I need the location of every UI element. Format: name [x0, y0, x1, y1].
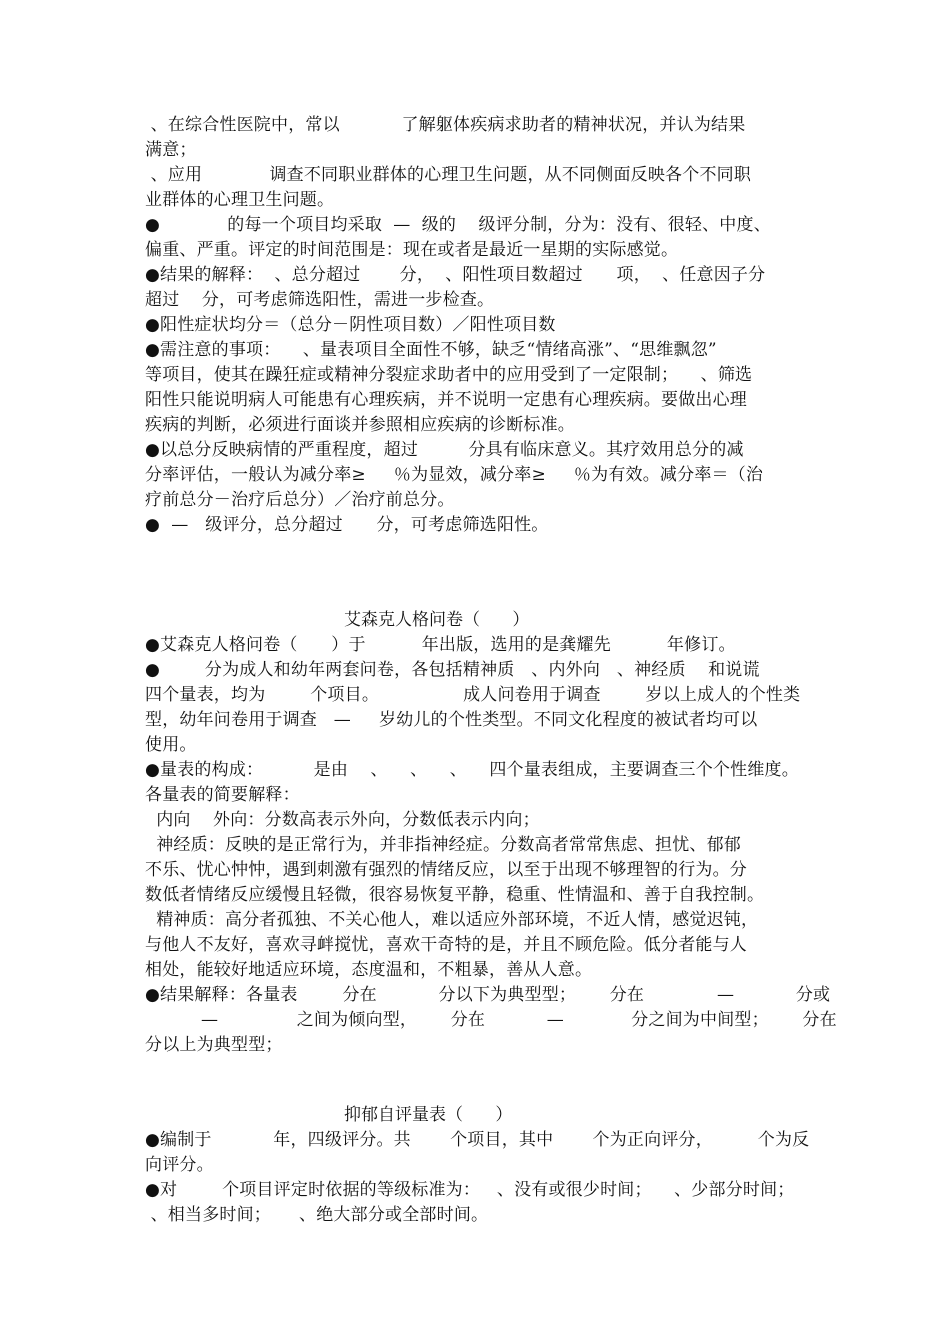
text-line: 型，幼年问卷用于调查 — 岁幼儿的个性类型。不同文化程度的被试者均可以: [145, 710, 758, 730]
text-line: ●编制于 年，四级评分。共 个项目，其中 个为正向评分， 个为反: [145, 1130, 810, 1150]
text-line: 疾病的判断，必须进行面谈并参照相应疾病的诊断标准。: [145, 415, 575, 435]
text-line: 使用。: [145, 735, 197, 755]
text-line: 向评分。: [145, 1155, 214, 1175]
text-line: 与他人不友好，喜欢寻衅搅忧，喜欢干奇特的是，并且不顾危险。低分者能与人: [145, 935, 747, 955]
text-line: ●需注意的事项： 、量表项目全面性不够，缺乏“情绪高涨”、“思维飘忽”: [145, 340, 717, 360]
text-line: 超过 分，可考虑筛选阳性，需进一步检查。: [145, 290, 495, 310]
text-line: 分率评估，一般认为减分率≥ ％为显效，减分率≥ ％为有效。减分率＝（治: [145, 465, 764, 485]
text-line: 偏重、严重。评定的时间范围是：现在或者是最近一星期的实际感觉。: [145, 240, 679, 260]
text-line: 阳性只能说明病人可能患有心理疾病，并不说明一定患有心理疾病。要做出心理: [145, 390, 747, 410]
text-line: 神经质：反映的是正常行为，并非指神经症。分数高者常常焦虑、担忧、郁郁: [145, 835, 742, 855]
text-line: 、在综合性医院中，常以 了解躯体疾病求助者的精神状况，并认为结果: [145, 115, 746, 135]
text-line: 、相当多时间； 、绝大部分或全部时间。: [145, 1205, 489, 1225]
text-line: 业群体的心理卫生问题。: [145, 190, 335, 210]
text-line: ●以总分反映病情的严重程度，超过 分具有临床意义。其疗效用总分的减: [145, 440, 744, 460]
text-line: 分以上为典型型；: [145, 1035, 283, 1055]
text-line: 内向 外向：分数高表示外向，分数低表示内向；: [145, 810, 540, 830]
text-line: ●量表的构成： 是由 、 、 、 四个量表组成，主要调查三个个性维度。: [145, 760, 799, 780]
text-line: ● — 级评分，总分超过 分，可考虑筛选阳性。: [145, 515, 549, 535]
text-line: ●结果的解释： 、总分超过 分， 、阳性项目数超过 项， 、任意因子分: [145, 265, 766, 285]
text-line: 相处，能较好地适应环境，态度温和，不粗暴，善从人意。: [145, 960, 593, 980]
text-line: 、应用 调查不同职业群体的心理卫生问题，从不同侧面反映各个不同职: [145, 165, 752, 185]
section-title: 抑郁自评量表（ ）: [344, 1105, 513, 1125]
text-line: 精神质：高分者孤独、不关心他人，难以适应外部环境，不近人情，感觉迟钝，: [145, 910, 759, 930]
text-line: ●艾森克人格问卷（ ）于 年出版，选用的是龚耀先 年修订。: [145, 635, 736, 655]
text-line: 满意；: [145, 140, 197, 160]
text-line: 不乐、忧心忡忡，遇到刺激有强烈的情绪反应，以至于出现不够理智的行为。分: [145, 860, 747, 880]
text-line: 等项目，使其在躁狂症或精神分裂症求助者中的应用受到了一定限制； 、筛选: [145, 365, 753, 385]
text-line: 各量表的简要解释：: [145, 785, 300, 805]
text-line: 四个量表，均为 个项目。 成人问卷用于调查 岁以上成人的个性类: [145, 685, 801, 705]
text-line: ●阳性症状均分＝（总分－阴性项目数）／阳性项目数: [145, 315, 556, 335]
text-line: ●对 个项目评定时依据的等级标准为： 、没有或很少时间； 、少部分时间；: [145, 1180, 795, 1200]
section-title: 艾森克人格问卷（ ）: [344, 610, 530, 630]
text-line: ●结果解释：各量表 分在 分以下为典型型； 分在 — 分或: [145, 985, 831, 1005]
text-line: ● 的每一个项目均采取 — 级的 级评分制，分为：没有、很轻、中度、: [145, 215, 771, 235]
text-line: 数低者情绪反应缓慢且轻微，很容易恢复平静，稳重、性情温和、善于自我控制。: [145, 885, 765, 905]
text-line: 疗前总分－治疗后总分）／治疗前总分。: [145, 490, 455, 510]
text-line: — 之间为倾向型， 分在 — 分之间为中间型； 分在: [145, 1010, 837, 1030]
text-line: ● 分为成人和幼年两套问卷，各包括精神质 、内外向 、神经质 和说谎: [145, 660, 760, 680]
